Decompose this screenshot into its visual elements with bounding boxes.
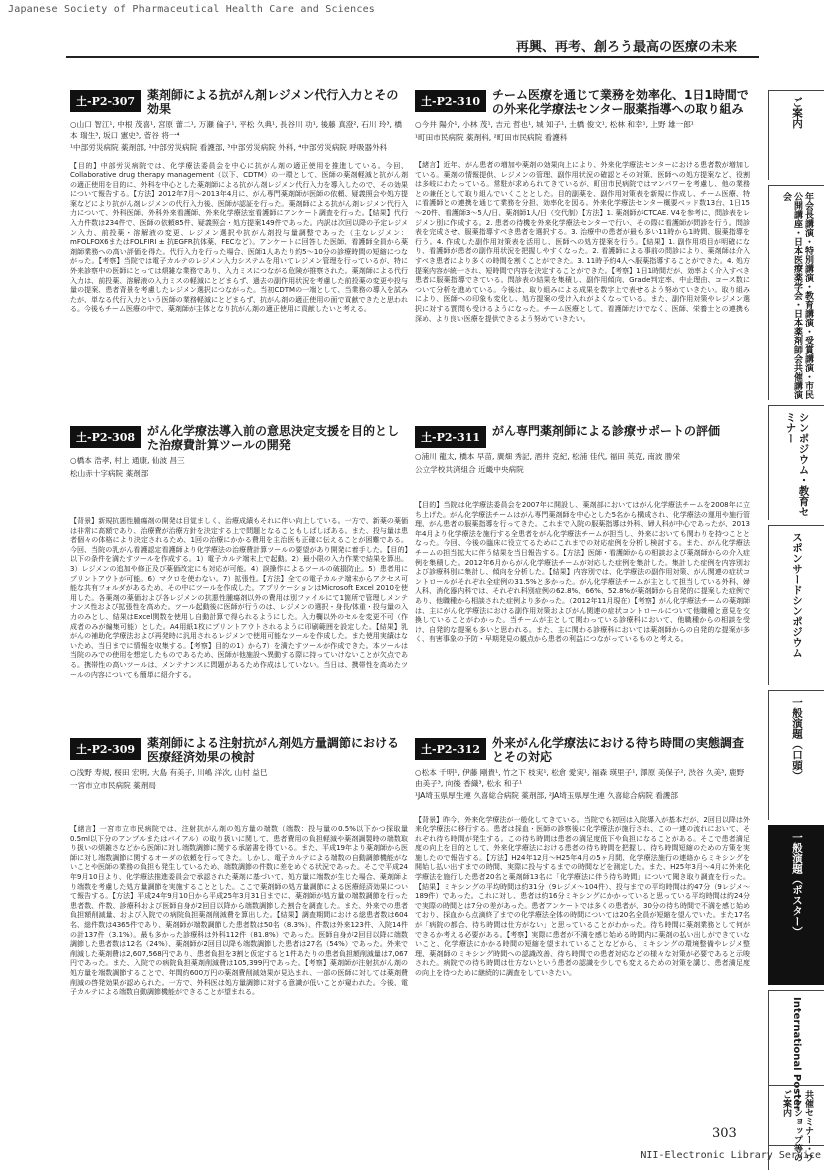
abstract-affiliation: ¹JA埼玉県厚生連 久喜総合病院 薬剤部, ²JA埼玉県厚生連 久喜総合病院 看護部	[415, 791, 678, 800]
page-header-title: 再興、再考、創ろう最高の医療の未来	[515, 40, 737, 55]
abstract-310	[415, 88, 750, 381]
tab-label: 年会長講演・特別講演・教育講演・受賞講演・市民公開講座・日本医療薬学会・日本薬剤師会共催講演会	[781, 192, 813, 399]
abstract-affiliation: 松山赤十字病院 薬剤部	[70, 468, 149, 478]
abstract-312	[415, 736, 750, 1106]
tab-label: 一般演題（ポスター）	[791, 832, 803, 937]
abstract-title: チーム医療を通じて業務を効率化、1日1時間での外来化学療法センター服薬指導への取り組み	[492, 88, 749, 116]
abstract-body: 【背景】新規抗悪性腫瘍剤の開発は目覚ましく、治療成績もそれに伴い向上している。一方で、新薬の薬価は非常に高額であり、治療費が治療方針を決定する上で問題となることもしばしばある。また、投与量は患者個々の体格により決定されるため、1回の治療にかかる費用を主治医も正確に伝えることが困難である。今回、当院の乳がん看護認定看護師より化学療法の治療費計算ツールの要望があり開発に着手した。【目的】以下の条件を満たすツールを作成する。1）電子カルテ端末上で起動。2）最小限の入力作業で結果を算出。3）レジメンの追加や修正及び薬価改定にも対応が可能。4）誤操作によるツールの破損防止。5）患者用にプリントアウトが可能。6）マクロを使わない。7）拡張性。【方法】全ての電子カルテ端末からアクセス可能な共有フォルダがあるため、その中にツールを作成した。アプリケーションはMicrosoft Excel 2010を使用した。各薬剤の薬価および各レジメンの抗悪性腫瘍剤以外の費用は別ファイルにて1箇所で管理しメンテナンス性および拡張性を高めた。ツール起動後に医師が行うのは、レジメンの選択・身長/体重・投与量の入力のみとし、結果はExcel関数を使用し自動計算で得られるようにした。入力欄以外のセルを変更不可（作成者のみが編集可能）とした。A4用紙1枚にプリントアウトされるように印刷範囲を設定した。【結果】乳がんの補助化学療法および再発時に汎用されるレジメンで使用可能なツールを作成した。また使用実績はないため、当日までに情報を収集する。【考察】目的の1）から7）を満たすツールが作成できた。本ツールは当院のみでの使用を想定したものであるため、医師が他施設へ異動する際に持っていけないことが欠点である。携帯性の高いツールは、メンテナンスに問題があるため作成はしていない。当日は、携帯性を高めたツールの内容についても簡単に紹介する。	[70, 517, 408, 679]
abstract-body: 【目的】当院は化学療法委員会を2007年に開設し、薬剤部においてはがん化学療法チームを2008年に立ち上げた。がん化学療法チームはがん専門薬剤師を中心とした5名から構成され、化学療法の運用や施行管理、がん患者の服薬指導を行ってきた。これまで入院の服薬指導は外科、婦人科が中心であったが、2013年4月より化学療法を施行する全患者をがん化学療法チームが担当し、外来においても関わりを持つこととなった。今回、今後の臨床に役立てるためにこれまでの対応症例を分析し検討する。また、がん化学療法チームの担当拡大に伴う結果を当日報告する。【方法】医師・看護師からの相談および薬剤師からの介入症例を集積した。2012年6月からがん化学療法チームが対応した症例を集計した。集計した症例を内容別および診療科別に集計し、傾向を分析した。【結果】内容別では、化学療法の副作用対策、がん関連の症状コントロールがそれぞれ全症例の31.5%と多かった。がん化学療法チームが主として担当している外科、婦人科、消化器内科では、それぞれ科別症例の62.8%、66%、52.8%が薬剤師から自発的に提案した症例であり、他職種から相談された症例より多かった。（2012年11月現在）【考察】がん化学療法チームの薬剤師は、主にがん化学療法における副作用対策およびがん関連の症状コントロールについて他職種と意見を交換していることがわかった。当チームが主として関わっている診療科において、他職種からの相談を受け、自発的な提案も多いと思われる。また、主に関わる診療科においては薬剤師からの自発的な提案が多く、有害事象の予防・早期発見の観点から患者の利益につながっているものと考える。	[415, 501, 750, 644]
abstract-307	[70, 88, 408, 362]
page-number: 303	[712, 1126, 737, 1141]
abstract-code: 土-P2-310	[415, 90, 486, 112]
abstract-affiliation: ¹中部労災病院 薬剤部, ²中部労災病院 看護部, ³中部労災病院 外科, ⁴中部労災病院 呼吸器外科	[70, 143, 388, 152]
abstract-code: 土-P2-308	[70, 426, 141, 448]
abstract-title: 薬剤師による抗がん剤レジメン代行入力とその効果	[147, 88, 399, 116]
footer-credit: NII-Electronic Library Service	[640, 1150, 821, 1161]
abstract-affiliation: ¹町田市民病院 薬剤科, ²町田市民病院 看護科	[415, 132, 568, 142]
abstract-code: 土-P2-307	[70, 90, 141, 112]
abstract-body: 【目的】中部労災病院では、化学療法委員会を中心に抗がん剤の適正使用を推進している。今回、Collaborative drug therapy management（以下、CDTM）の一環として、医師の薬剤軽減と抗がん剤の適正使用を目的に、外科を中心とした薬剤師による抗がん剤レジメン代行入力を導入したので、その効果について報告する。【方法】2012年7月～2013年4月に、がん専門薬剤師が医師の依頼、疑義照会や処方提案などにより抗がん剤レジメンの代行入力後、医師が認証を行った。薬剤師による抗がん剤レジメン代行入力について、外科医師、外科外来看護師、外来化学療法室看護師にアンケート調査を行った。【結果】代行入力件数は234件で、医師の依頼85件、疑義照会・処方提案149件であった。内訳は次回以降の予定レジメン入力、前投薬・溶解液の変更、レジメン選択や抗がん剤投与量調整であった（主なレジメン：mFOLFOX6またはFOLFIRI ± 抗EGFR抗体薬、FECなど）。アンケートに回答した医師、看護師全員から薬剤師業務への高い評価を得た。代行入力を行った場合、医師1人あたり約5～10分の診療時間の短縮につながった。【考察】当院では電子カルテのレジメン入力システムを用いてレジメン管理を行っているが、特に外来診察中の医師にとっては煩雑な業務であり、入力ミスにつながる危険が推察された。薬剤師による代行入力は、前投薬、溶解液の入力ミスの軽減にとどまらず、過去の副作用状況を考慮した前投薬の変更や投与量の提案、患者背景を考慮したレジメン選択につながった。当初CDTMの一端として、当業務の導入を試みたが、単なる代行入力という医師の業務軽減にとどまらず、抗がん剤の適正使用の面で貢献できたと思われる。今後もチーム医療の中で、薬剤師が主体となり抗がん剤の適正使用に貢献したいと考える。	[70, 161, 408, 314]
abstract-title: がん専門薬剤師による診療サポートの評価	[492, 424, 721, 438]
abstract-title: 薬剤師による注射抗がん剤処方量調節における医療経済効果の検討	[147, 736, 400, 764]
abstract-body: 【背景】昨今、外来化学療法が一般化してきている。当院でも初回は入院導入が基本だが、2回目以降は外来化学療法に移行する。患者は採血・医師の診察後に化学療法が施行され、この一連の流れにおいて、それぞれ待ち時間が発生する。この待ち時間は患者の満足度低下や負担になることがある。そこで患者満足度の向上を目的として、外来化学療法における患者の待ち時間を把握し、待ち時間短縮のための方策を実施したので報告する。【方法】H24年12月～H25年4月の5ヶ月間、化学療法施行の連絡からミキシングを開始し払い出すまでの時間、実際に投与するまでの時間などを測定した。また、H25年3月～4月に外来化学療法を施行した患者20名と薬剤師13名に「化学療法に伴う待ち時間」について聞き取り調査を行った。【結果】ミキシングの平均時間は約31分（9レジメ～104件）、投与までの平均時間は約47分（9レジメ～189件）であった。これに対し、患者は約16分ミキシングにかかっていると思っている平均時間は約24分で実際の時間とは7分の差があった。患者アンケートでは多くの患者が、30分の待ち時間で不満を感じ始めており、採血から点滴終了までの化学療法全体の時間については20名全員が短縮を望んでいた。また17名が「病院の都合、待ち時間は仕方がない」と思っていることがわかった。待ち時間に薬剤業務として何ができるか考える必要がある。【考察】実際に患者が不満を感じ始める時間内に薬剤の払い出しができていないこと、化学療法にかかる時間の短縮を望まれていることなどから、ミキシングの環境整備やレジメ整理、薬剤師のミキシング時間への認識改善、待ち時間での患者対応などの様々な対策が必要であると示唆された。病院での待ち時間は仕方ないという患者の認識を少しでも変えるための対策を講じ、患者満足度の向上を待つために継続的に調査をしていきたい。	[415, 815, 750, 977]
abstract-authors: ○松本 千明¹, 伊藤 剛貴¹, 竹之下 枝実¹, 松倉 愛実¹, 福森 瑛里子¹, 澤原 美保子², 渋谷 久美³, 鹿野 由美子³, 向後 香織³, 松永 和子¹	[415, 768, 745, 788]
abstract-309	[70, 736, 408, 1115]
abstract-code: 土-P2-309	[70, 738, 141, 760]
header-divider	[66, 56, 759, 58]
tab-label: ご案内	[791, 97, 803, 129]
tab-guide[interactable]	[768, 90, 824, 180]
abstract-code: 土-P2-312	[415, 738, 486, 760]
tab-label: シンポジウム・教育セミナー	[784, 412, 810, 517]
section-index-sidebar	[768, 60, 824, 1140]
tab-poster[interactable]	[768, 825, 824, 985]
abstract-authors: ○橋本 浩孝, 村上 通康, 仙波 昌三	[70, 456, 185, 465]
abstract-title: 外来がん化学療法における待ち時間の実態調査とその対応	[492, 736, 745, 764]
abstract-311	[415, 424, 750, 723]
society-name: Japanese Society of Pharmaceutical Health Care and Sciences	[8, 4, 376, 15]
tab-oral[interactable]	[768, 690, 824, 820]
abstract-authors: ○山口 智江¹, 中根 茂喜¹, 宮原 蕾二¹, 万瀬 倫子¹, 平松 久典¹, 長谷川 功¹, 後藤 真澄², 石川 玲³, 橋本 瑞生³, 坂口 憲史³, 菅谷 将一⁴	[70, 120, 402, 140]
tab-label: スポンサードシンポジウム	[791, 532, 803, 658]
abstract-308	[70, 424, 408, 739]
abstract-body: 【緒言】近年、がん患者の増加や薬剤の効果向上により、外来化学療法センターにおける患者数が増加している。薬剤の情報提供、レジメンの管理、副作用状況の確認とその対策、医師への処方提案など、役割は多岐にわたっている。常駐が求められてきているが、町田市民病院ではマンパワーを考慮し、他の業務との兼任として取り組んでいくこととした。目的副薬を、副作用対策表を新規に作成し、チーム医療、特に看護師との連携を通じて業務を分担、効率化を図る。外来化学療法センター概要ベッド数13台、1日15～20件、看護師3～5人/日、薬剤師1人/日（交代制）【方法】1. 薬剤師がCTCAE. V4を参考に、問診表をレジメン別に作成する。2. 患者の待機を外来化学療法センターで行い、その際に看護師が問診を行う。問診表を完成させ、服薬指導すべき患者を選択する。3. 治療中の患者が最も多い11時から1時間、服薬指導を行う。4. 作成した副作用対策表を活用し、医師への処方提案を行う。【結果】1. 副作用項目が明確になり、看護師が患者の副作用状況を把握しやすくなった。2. 看護師による事前の問診により、薬剤師は介入すべき患者により多くの時間を割くことができた。3. 11時予約4人へ服薬指導することができた。4. 処方提案内容が統一され、短時間で内容を決定することができた。【考察】1日1時間だが、効率よく介入すべき患者に服薬指導できている。問診表の結果を集積し、副作用傾向、Grade判定率、中止理由、コース数について分析を進めている。今後は、取り組みによる成果を数字上で表せるよう努めていきたい。取り組みにより、医師への印象も変化し、処方提案の受け入れがよくなっている。また、副作用対策やレジメン選択に対する質問も受けるようになった。チーム医療として、看護師だけでなく、医師、栄養士との連携も深め、より良い医療を提供できるよう努めていきたい。	[415, 161, 750, 323]
abstract-code: 土-P2-311	[415, 426, 486, 448]
abstract-affiliation: 一宮市立市民病院 薬剤局	[70, 780, 156, 790]
abstract-authors: ○今井 陽介¹, 小林 茂¹, 吉元 哲也¹, 城 知子¹, 土橋 俊文¹, 松林 和幸¹, 上野 雄一郎¹	[415, 120, 694, 129]
abstract-title: がん化学療法導入前の意思決定支援を目的とした治療費計算ツールの開発	[147, 424, 400, 452]
abstract-affiliation: 公立学校共済組合 近畿中央病院	[415, 464, 524, 474]
tab-label: International Poster	[791, 997, 802, 1111]
abstract-authors: ○浅野 寿規, 桜田 宏明, 大島 有美子, 川嶋 洋次, 山村 益巳	[70, 768, 268, 777]
tab-symposium[interactable]	[768, 405, 824, 520]
abstract-body: 【緒言】一宮市立市民病院では、注射抗がん剤の処方量の端数（端数：投与量の0.5%以下かつ採取量0.5ml以下分のアンプルまたはバイアル）の取り扱いに関して、患者費用の負担軽減や薬剤調製時の端数取り扱いの煩雑さなどから医師に対し端数調節に関する承諾書を得ている。また、平成19年より薬剤師から医師に対し端数調節に関するオーダの依頼を行ってきた。しかし、電子カルテによる端数の自動調節機能がないことや医師の業務の負担も発生しているため、端数調節の件数に差をめぐる状況であった。そこで平成24年9月10日より、化学療法推進委員会で承認された薬剤に基づいて、処方量に端数が生じた場合、薬剤師より端数を考慮した処方量調節を実施することとした。ここで薬剤師の処方量調節による医療経済効果について報告する。【方法】平成24年9月10日から平成25年3月31日までに、薬剤師が処方量の端数調節を行った患者数、件数、診療科および医師自身が2回目以降から端数調節した割合を調査した。また、外来での患者負担額削減量、および入院での病院負担薬剤削減費を算出した。【結果】調査期間における総患者数は604名、総件数は4365件であり、薬剤師が端数調節した患者数は50名（8.3%）、件数は外来123件、入院14件の計137件（3.1%）。最も多かった診療科は外科112件（81.8%）であった。医師自身が2回目以降に端数調節した患者数は12名（24%）、薬剤師が2回目以降も端数調節した患者は27名（54%）であった。外来で削減した薬剤費は2,607,568円であり、患者負担を3割と仮定すると1件あたりの患者負担額削減量は7,067円であった。また、入院での病院負担薬剤削減費は105,399円であった。【考察】薬剤師が注射抗がん剤の処方量を端数調節することで、年間約600万円の薬剤費削減効果が見込まれ、一部の医師に対しては薬剤費削減の啓発効果が認められた。一方で、外科医は処方量調節に対する意識が低いことが窺われた。今後、電子カルテによる端数自動調節機能ができることが望まれる。	[70, 825, 408, 997]
abstract-authors: ○浦川 龍太, 橋本 早苗, 廣畑 秀記, 酒井 克紀, 松浦 佳代, 福田 英克, 南波 勝栄	[415, 452, 681, 461]
tab-label: 共催セミナー・ワークショップ等のご案内	[781, 1090, 813, 1162]
tab-sponsored-symposium[interactable]	[768, 525, 824, 685]
tab-label: 一般演題（口頭）	[791, 697, 803, 781]
tab-keynote-lectures[interactable]	[768, 185, 824, 400]
